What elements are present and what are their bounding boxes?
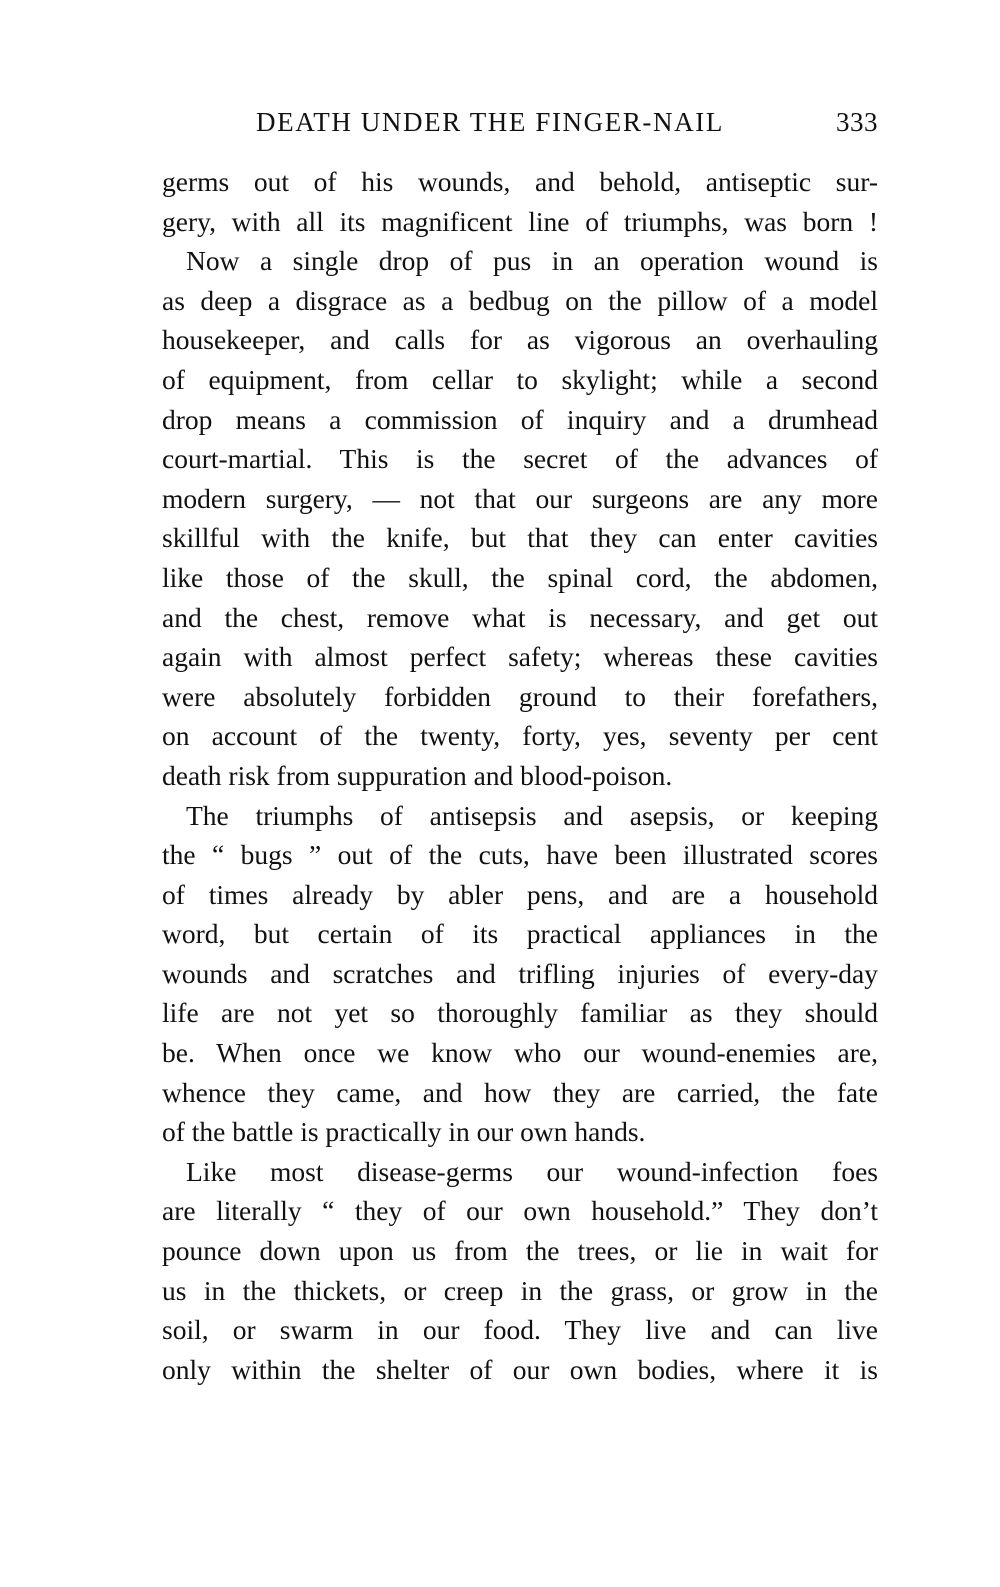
text-line: of times already by abler pens, and are a household: [162, 878, 878, 910]
text-line: The triumphs of antisepsis and asepsis, or keeping: [186, 799, 878, 831]
text-line: were absolutely forbidden ground to their forefathers,: [162, 680, 878, 712]
text-line: be. When once we know who our wound-enemies are,: [162, 1037, 878, 1069]
text-line: death risk from suppuration and blood-poison.: [162, 759, 673, 791]
body-text: [162, 162, 878, 1389]
text-line: only within the shelter of our own bodies, where it is: [162, 1353, 878, 1385]
text-line: of equipment, from cellar to skylight; while a second: [162, 363, 878, 395]
text-line: drop means a commission of inquiry and a drumhead: [162, 403, 878, 435]
text-line: housekeeper, and calls for as vigorous an overhauling: [162, 324, 878, 356]
text-line: again with almost perfect safety; whereas these cavities: [162, 641, 878, 673]
text-line: and the chest, remove what is necessary, and get out: [162, 601, 878, 633]
page-number: 333: [836, 107, 878, 137]
text-line: wounds and scratches and trifling injuries of every-day: [162, 957, 878, 989]
text-line: the “ bugs ” out of the cuts, have been illustrated scores: [162, 839, 878, 871]
text-line: soil, or swarm in our food. They live and can live: [162, 1314, 878, 1346]
text-line: of the battle is practically in our own hands.: [162, 1116, 646, 1148]
text-line: word, but certain of its practical appliances in the: [162, 918, 878, 950]
text-line: like those of the skull, the spinal cord, the abdomen,: [162, 561, 878, 593]
text-line: court-martial. This is the secret of the advances of: [162, 443, 878, 475]
text-line: life are not yet so thoroughly familiar as they should: [162, 997, 878, 1029]
text-line: modern surgery, — not that our surgeons are any more: [162, 482, 878, 514]
text-line: germs out of his wounds, and behold, antiseptic sur-: [162, 166, 878, 197]
running-head: [256, 107, 878, 147]
text-line: whence they came, and how they are carried, the fate: [162, 1076, 878, 1108]
running-title: DEATH UNDER THE FINGER-NAIL: [256, 107, 724, 137]
text-line: as deep a disgrace as a bedbug on the pillow of a model: [162, 284, 878, 316]
text-line: us in the thickets, or creep in the grass, or grow in the: [162, 1274, 878, 1306]
text-line: gery, with all its magnificent line of triumphs, was born !: [162, 205, 878, 237]
text-line: Now a single drop of pus in an operation wound is: [186, 245, 878, 277]
text-line: on account of the twenty, forty, yes, seventy per cent: [162, 720, 878, 752]
text-line: Like most disease-germs our wound-infection foes: [186, 1155, 878, 1187]
text-line: pounce down upon us from the trees, or lie in wait for: [162, 1235, 878, 1267]
text-line: skillful with the knife, but that they can enter cavities: [162, 522, 878, 554]
text-line: are literally “ they of our own household.” They don’t: [162, 1195, 878, 1227]
